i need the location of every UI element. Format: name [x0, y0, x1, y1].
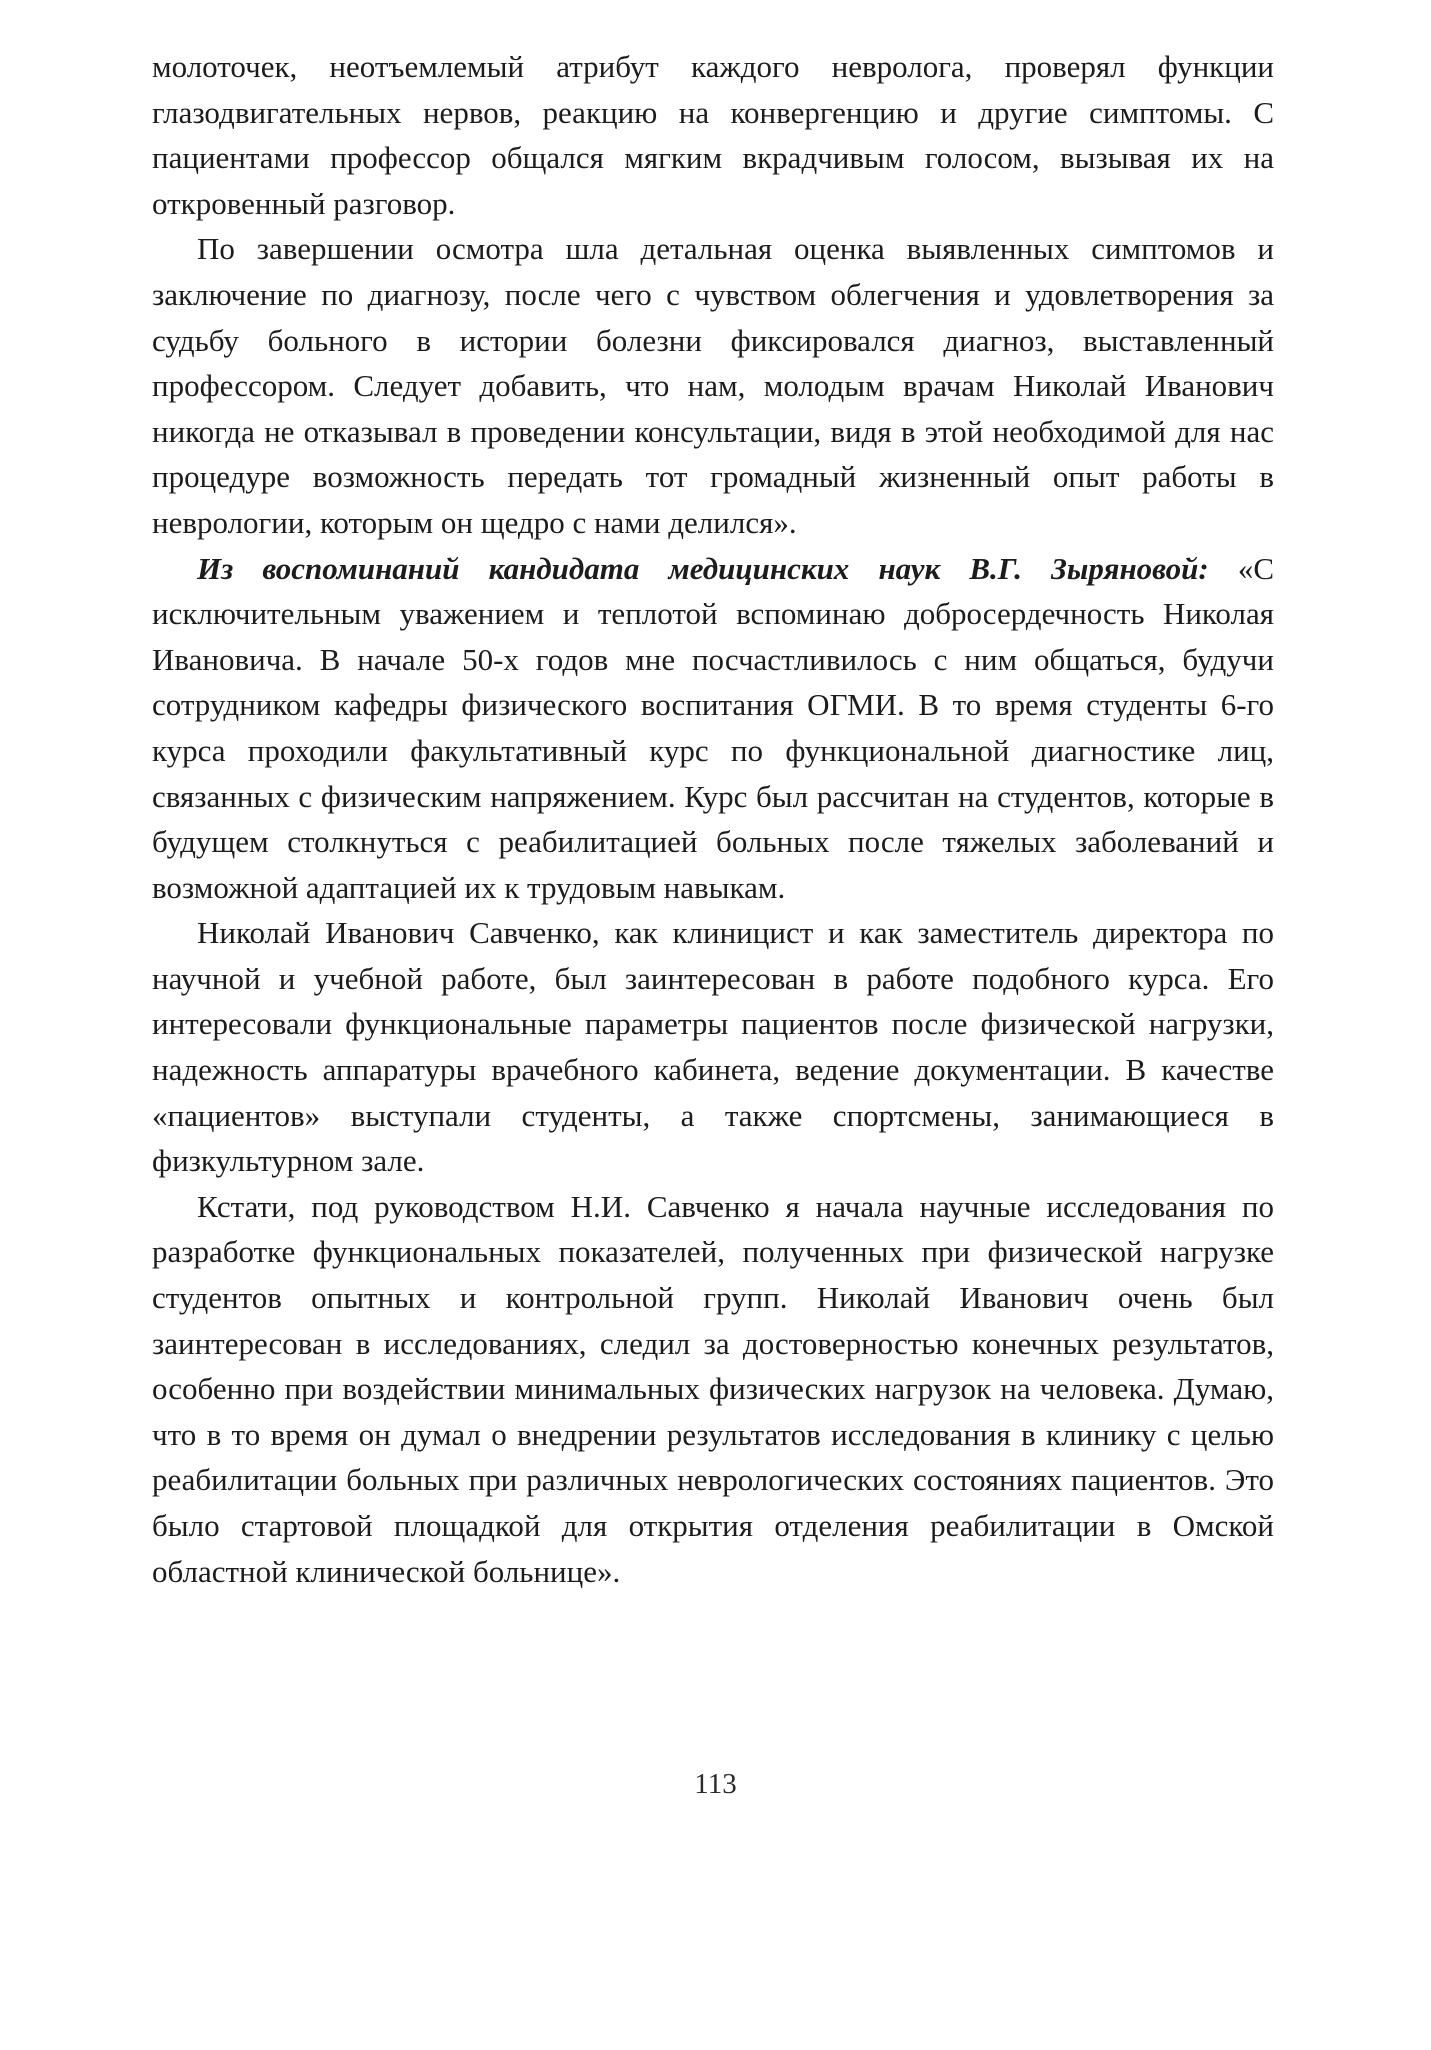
- paragraph-savchenko-course: Николай Иванович Савченко, как клиницист и как заместитель директора по научной и учебной работе, был заинтересован в работе подобного курса. Его интересовали функциональные параметры пациентов после физической нагрузки, надежность аппаратуры врачебного кабинета, ведение документации. В качестве «пациентов» выступали студенты, а также спортсмены, занимающиеся в физкультурном зале.: [152, 915, 1274, 1179]
- paragraph-diagnosis: По завершении осмотра шла детальная оценка выявленных симптомов и заключение по диагнозу, после чего с чувством облегчения и удовлетворения за судьбу больного в истории болезни фиксировался диагноз, выставленный профессором. Следует добавить, что нам, молодым врачам Николай Иванович никогда не отказывал в проведении консультации, видя в этой необходимой для нас процедуре возможность передать тот громадный жизненный опыт работы в неврологии, которым он щедро с нами делился».: [152, 231, 1274, 540]
- paragraph-research: Кстати, под руководством Н.И. Савченко я начала научные исследования по разработке функциональных показателей, полученных при физической нагрузке студентов опытных и контрольной групп. Николай Иванович очень был заинтересован в исследованиях, следил за достоверностью конечных результатов, особенно при воздействии минимальных физических нагрузок на человека. Думаю, что в то время он думал о внедрении результатов исследования в клинику с целью реабилитации больных при различных неврологических состояниях пациентов. Это было стартовой площадкой для открытия отделения реабилитации в Омской областной клинической больнице».: [152, 1188, 1274, 1589]
- page-number: 113: [694, 1768, 737, 1800]
- paragraph-memoir: [152, 546, 1274, 911]
- page-body: [152, 44, 1274, 1594]
- paragraph-exam-continuation: молоточек, неотъемлемый атрибут каждого невролога, проверял функции глазодвигательных нервов, реакцию на конвергенцию и другие симптомы. С пациентами профессор общался мягким вкрадчивым голосом, вызывая их на откровенный разговор.: [152, 49, 1274, 221]
- memoir-text: «С исключительным уважением и теплотой вспоминаю добросердечность Николая Ивановича. В начале 50-х годов мне посчастливилось с ним общаться, будучи сотрудником кафедры физического воспитания ОГМИ. В то время студенты 6-го курса проходили факультативный курс по функциональной диагностике лиц, связанных с физическим напряжением. Курс был рассчитан на студентов, которые в будущем столкнуться с реабилитацией больных после тяжелых заболеваний и возможной адаптацией их к трудовым навыкам.: [152, 550, 1274, 905]
- memoir-heading: Из воспоминаний кандидата медицинских наук В.Г. Зыряновой:: [197, 550, 1209, 586]
